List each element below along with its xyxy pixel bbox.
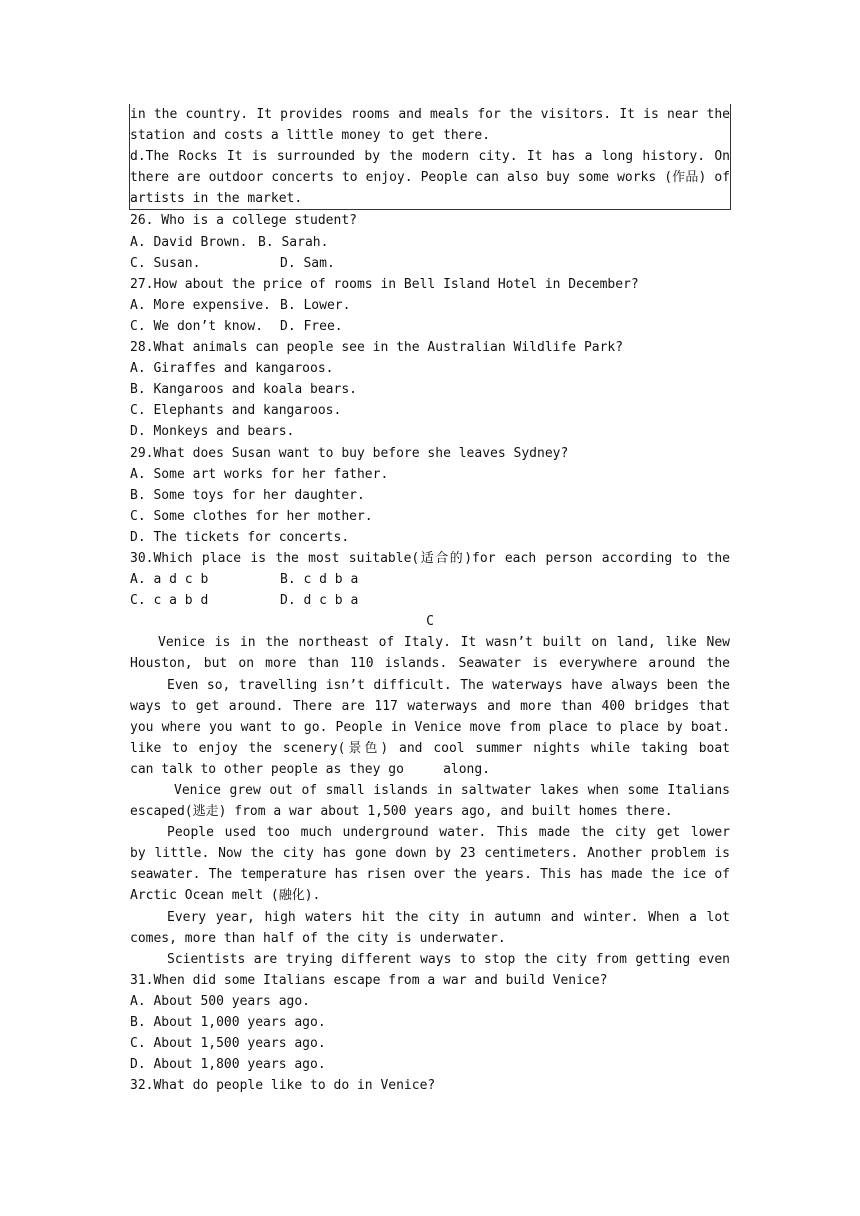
question-28: 28.What animals can people see in the Australian Wildlife Park? [130, 340, 624, 356]
option-a: A. Some art works for her father. [130, 466, 389, 482]
question-27: 27.How about the price of rooms in Bell Island Hotel in December? [130, 276, 639, 292]
option-d: D. Free. [280, 318, 343, 334]
paragraph-line: comes, more than half of the city is underwater. [130, 930, 506, 946]
option-d: D. Sam. [280, 255, 335, 271]
options-row [130, 590, 730, 611]
box-line: in the country. It provides rooms and meals for the visitors. It is near the [130, 107, 730, 122]
passage-box [129, 104, 731, 210]
option-b: B. Sarah. [258, 234, 329, 250]
option-b: B. About 1,000 years ago. [130, 1015, 326, 1031]
paragraph-line: Every year, high waters hit the city in autumn and winter. When a lot [167, 909, 730, 925]
option-a: A. a d c b [130, 572, 209, 588]
paragraph-line: ways to get around. There are 117 waterways and more than 400 bridges that [130, 698, 730, 714]
paragraph-line: Scientists are trying different ways to stop the city from getting even [167, 951, 730, 967]
paragraph-line: escaped(逃走) from a war about 1,500 years ago, and built homes there. [130, 804, 673, 820]
paragraph-line: you where you want to go. People in Venice move from place to place by boat. [130, 719, 730, 735]
option-c: C. Some clothes for her mother. [130, 508, 373, 524]
option-b: B. Some toys for her daughter. [130, 487, 365, 503]
paragraph-line: Venice is in the northeast of Italy. It wasn’t built on land, like New [158, 635, 730, 651]
paragraph-line: like to enjoy the scenery(景色) and cool summer nights while taking boat [130, 740, 730, 756]
box-line: station and costs a little money to get there. [130, 128, 491, 144]
option-c: C. c a b d [130, 593, 209, 609]
paragraph-line: Even so, travelling isn’t difficult. The waterways have always been the [167, 677, 730, 693]
question-31: 31.When did some Italians escape from a war and build Venice? [130, 972, 608, 988]
question-32: 32.What do people like to do in Venice? [130, 1078, 436, 1094]
option-d: D. Monkeys and bears. [130, 424, 295, 440]
question-26: 26. Who is a college student? [130, 213, 357, 229]
paragraph-line: Venice grew out of small islands in saltwater lakes when some Italians [174, 783, 730, 798]
option-a: A. David Brown. [130, 234, 248, 250]
option-d: D. About 1,800 years ago. [130, 1057, 326, 1073]
paragraph-line: seawater. The temperature has risen over the years. This has made the ice of [130, 867, 730, 883]
paragraph-line: can talk to other people as they go along. [130, 761, 491, 777]
option-a: A. More expensive. [130, 297, 271, 313]
section-heading: C [426, 614, 434, 630]
options-row [130, 295, 730, 316]
options-row [130, 232, 730, 253]
option-c: C. We don’t know. [130, 318, 264, 334]
box-line: there are outdoor concerts to enjoy. People can also buy some works (作品) of [130, 170, 730, 186]
option-d: D. d c b a [280, 593, 359, 609]
option-a: A. About 500 years ago. [130, 993, 311, 1009]
box-line: artists in the market. [130, 191, 303, 207]
option-c: C. About 1,500 years ago. [130, 1036, 326, 1052]
option-b: B. c d b a [280, 572, 359, 588]
option-b: B. Kangaroos and koala bears. [130, 382, 357, 398]
box-line: d.The Rocks It is surrounded by the modern city. It has a long history. On [130, 149, 730, 165]
option-a: A. Giraffes and kangaroos. [130, 361, 334, 377]
document-page [130, 104, 730, 1096]
options-row [130, 569, 730, 590]
paragraph-line: Arctic Ocean melt (融化). [130, 888, 321, 904]
options-row [130, 316, 730, 337]
paragraph-line: People used too much underground water. This made the city get lower [167, 825, 730, 841]
paragraph-line: by little. Now the city has gone down by 23 centimeters. Another problem is [130, 846, 730, 862]
option-c: C. Elephants and kangaroos. [130, 403, 342, 419]
paragraph-line: Houston, but on more than 110 islands. Seawater is everywhere around the [130, 656, 730, 672]
question-30: 30.Which place is the most suitable(适合的)for each person according to the [130, 550, 730, 566]
options-row [130, 253, 730, 274]
question-29: 29.What does Susan want to buy before she leaves Sydney? [130, 445, 569, 461]
option-d: D. The tickets for concerts. [130, 529, 350, 545]
option-b: B. Lower. [280, 297, 351, 313]
option-c: C. Susan. [130, 255, 201, 271]
